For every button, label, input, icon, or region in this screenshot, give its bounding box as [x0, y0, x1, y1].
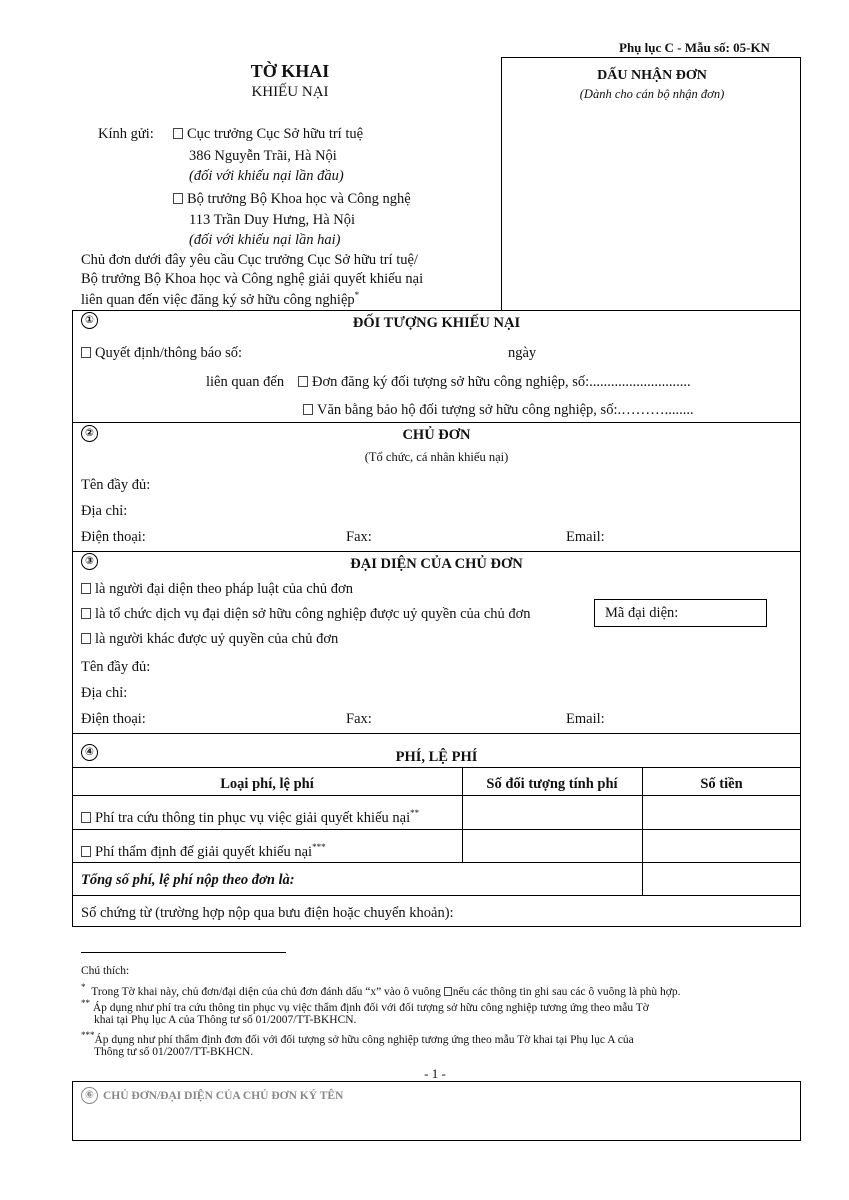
section-2-subtitle: (Tổ chức, cá nhân khiếu nại): [364, 450, 509, 464]
applicant-fax-label[interactable]: Fax:: [346, 529, 372, 545]
divider: [72, 895, 801, 896]
application-option[interactable]: Đơn đăng ký đối tượng sở hữu công nghiệp, số:............................: [298, 374, 691, 391]
footnote-1: * Trong Tờ khai này, chủ đơn/đại diện của chủ đơn đánh dấu “x” vào ô vuông nếu các thông tin ghi sau các ô vuông là phù hợp.: [81, 982, 681, 998]
stamp-box: [501, 57, 801, 311]
section-number-4: ④: [81, 744, 98, 761]
divider: [72, 862, 801, 863]
section-number-1: ①: [81, 312, 98, 329]
rep-code-label: Mã đại diện:: [605, 605, 679, 621]
applicant-phone-label[interactable]: Điện thoại:: [81, 529, 146, 545]
patent-option[interactable]: Văn bằng bảo hộ đối tượng sở hữu công nghiệp, số:.………........: [303, 402, 694, 419]
checkbox[interactable]: [303, 404, 313, 415]
footnote-title: Chú thích:: [81, 965, 130, 977]
footnote-2: ** Áp dụng như phí tra cứu thông tin phục vụ việc thẩm định đối với đối tượng sở hữu công nghiệp tương ứng theo mẫu Tờ: [81, 998, 649, 1014]
footnote-3: ***Áp dụng như phí thẩm định đơn đối với đối tượng sở hữu công nghiệp tương ứng theo mẫu Tờ khai tại Phụ lục A của: [81, 1030, 634, 1046]
fee-examination-option[interactable]: Phí thẩm định để giải quyết khiếu nại***: [81, 842, 326, 861]
stamp-note: (Dành cho cán bộ nhận đơn): [579, 87, 725, 101]
addressee-1-address: 386 Nguyễn Trãi, Hà Nội: [189, 148, 337, 164]
rep-fax-label[interactable]: Fax:: [346, 711, 372, 727]
checkbox[interactable]: [81, 633, 91, 644]
rep-option-legal[interactable]: là người đại diện theo pháp luật của chủ đơn: [81, 581, 353, 598]
col-amount: Số tiền: [700, 776, 743, 792]
col-fee-type: Loại phí, lệ phí: [220, 776, 314, 792]
divider: [72, 829, 801, 830]
section-number-3: ③: [81, 553, 98, 570]
related-label: liên quan đến: [206, 374, 285, 390]
addressee-option-1[interactable]: Cục trưởng Cục Sở hữu trí tuệ: [173, 126, 363, 143]
addressee-option-2[interactable]: Bộ trưởng Bộ Khoa học và Công nghệ: [173, 191, 411, 208]
addressee-1-note: (đối với khiếu nại lần đầu): [189, 168, 344, 184]
section-4-title: PHÍ, LỆ PHÍ: [395, 749, 478, 765]
decision-option[interactable]: Quyết định/thông báo số:: [81, 345, 242, 362]
receipt-number-label[interactable]: Số chứng từ (trường hợp nộp qua bưu điện hoặc chuyển khoản):: [81, 905, 454, 921]
fee-search-option[interactable]: Phí tra cứu thông tin phục vụ việc giải quyết khiếu nại**: [81, 808, 419, 827]
section-3-title: ĐẠI DIỆN CỦA CHỦ ĐƠN: [350, 556, 523, 572]
request-line-3: liên quan đến việc đăng ký sở hữu công nghiệp*: [81, 290, 360, 308]
rep-code-box[interactable]: [594, 599, 767, 627]
appendix-label: Phụ lục C - Mẫu số: 05-KN: [619, 40, 770, 55]
rep-phone-label[interactable]: Điện thoại:: [81, 711, 146, 727]
footnote-divider: [81, 952, 286, 953]
addressee-2-address: 113 Trần Duy Hưng, Hà Nội: [189, 212, 356, 228]
addressee-2-note: (đối với khiếu nại lần hai): [189, 232, 341, 248]
footnote-3-cont: Thông tư số 01/2007/TT-BKHCN.: [94, 1046, 254, 1058]
section-6-title: CHỦ ĐƠN/ĐẠI DIỆN CỦA CHỦ ĐƠN KÝ TÊN: [103, 1090, 344, 1102]
rep-email-label[interactable]: Email:: [566, 711, 605, 727]
stamp-title: DẤU NHẬN ĐƠN: [597, 68, 707, 83]
checkbox[interactable]: [173, 193, 183, 204]
applicant-fullname-label[interactable]: Tên đầy đủ:: [81, 477, 151, 493]
checkbox[interactable]: [298, 376, 308, 387]
checkbox[interactable]: [81, 347, 91, 358]
section-number-6: ⑥: [81, 1087, 98, 1104]
col-count: Số đối tượng tính phí: [486, 776, 618, 792]
checkbox-icon: [444, 987, 452, 996]
divider: [72, 795, 801, 796]
checkbox[interactable]: [81, 583, 91, 594]
divider: [72, 767, 801, 768]
rep-fullname-label[interactable]: Tên đầy đủ:: [81, 659, 151, 675]
total-fee-label: Tổng số phí, lệ phí nộp theo đơn là:: [81, 872, 295, 888]
rep-option-ip-service[interactable]: là tổ chức dịch vụ đại diện sở hữu công nghiệp được uỷ quyền của chủ đơn: [81, 606, 531, 623]
request-line-2: Bộ trưởng Bộ Khoa học và Công nghệ giải quyết khiếu nại: [81, 271, 424, 287]
date-label: ngày: [508, 345, 537, 361]
rep-address-label[interactable]: Địa chỉ:: [81, 685, 128, 701]
salutation: Kính gửi:: [98, 126, 154, 142]
checkbox[interactable]: [81, 812, 91, 823]
section-2-title: CHỦ ĐƠN: [402, 427, 471, 443]
section-1-title: ĐỐI TƯỢNG KHIẾU NẠI: [352, 315, 521, 331]
section-number-2: ②: [81, 425, 98, 442]
applicant-email-label[interactable]: Email:: [566, 529, 605, 545]
request-line-1: Chủ đơn dưới đây yêu cầu Cục trưởng Cục Sở hữu trí tuệ/: [81, 252, 418, 268]
checkbox[interactable]: [81, 846, 91, 857]
checkbox[interactable]: [173, 128, 183, 139]
form-title: TỜ KHAI: [250, 61, 330, 81]
form-subtitle: KHIẾU NẠI: [251, 84, 329, 100]
footnote-2-cont: khai tại Phụ lục A của Thông tư số 01/2007/TT-BKHCN.: [94, 1014, 357, 1026]
page-number: - 1 -: [424, 1066, 446, 1081]
applicant-address-label[interactable]: Địa chỉ:: [81, 503, 128, 519]
rep-option-other[interactable]: là người khác được uỷ quyền của chủ đơn: [81, 631, 338, 648]
checkbox[interactable]: [81, 608, 91, 619]
